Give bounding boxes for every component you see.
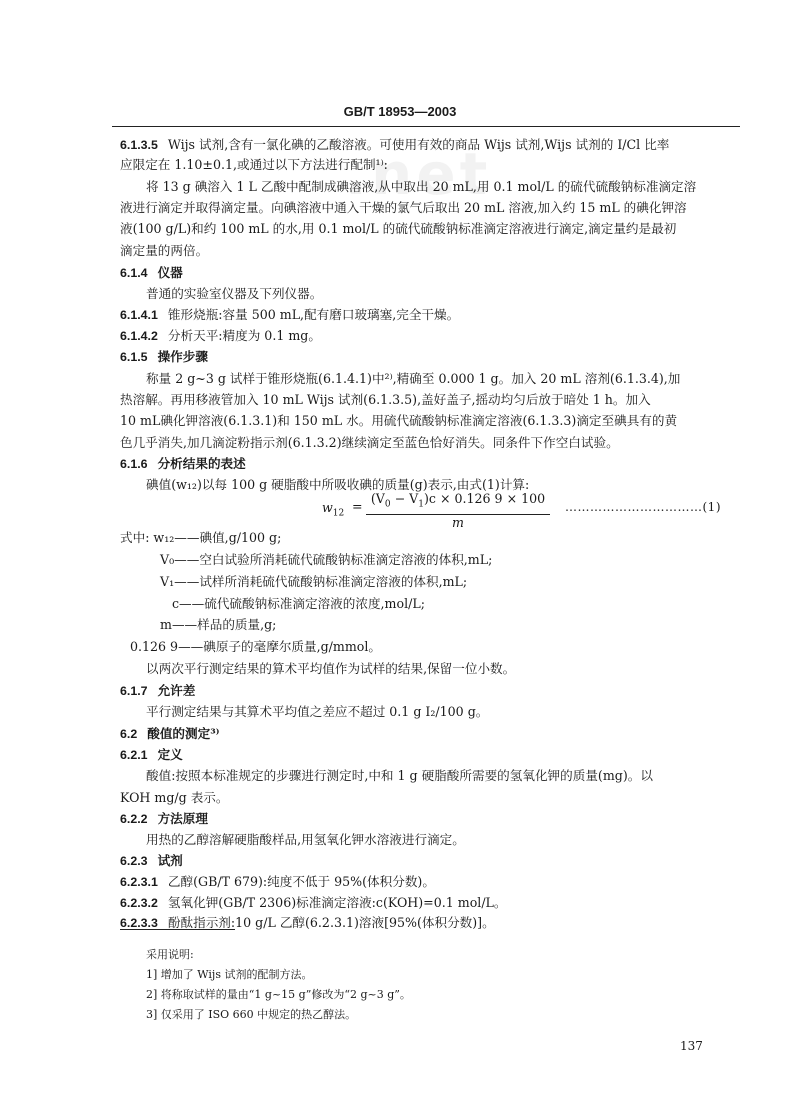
clause-6-1-4-1 [120,307,459,323]
clause-text: Wijs 试剂,含有一氯化碘的乙酸溶液。可使用有效的商品 Wijs 试剂,Wijs 试剂的 I/Cl 比率 [167,137,670,152]
section-number: 6.2.2 [120,812,148,826]
footnote-rule [120,929,235,930]
footnote-heading: 采用说明: [146,948,194,961]
text-line: 酸值:按照本标准规定的步骤进行测定时,中和 1 g 硬脂酸所需要的氢氧化钾的质量(mg)。以 [146,768,653,783]
text-line: 色几乎消失,加几滴淀粉指示剂(6.1.3.2)继续滴定至蓝色恰好消失。同条件下作空白试验。 [120,435,619,450]
section-number: 6.1.6 [120,457,148,471]
clause-number: 6.2.3.3 [120,916,158,930]
where-v1: V₁——试样所消耗硫代硫酸钠标准滴定溶液的体积,mL; [160,574,468,589]
clause-6-2-3-1 [120,874,435,890]
clause-6-2-3-2 [120,895,507,911]
section-title: 方法原理 [157,811,208,826]
text-line: 滴定量的两倍。 [120,243,209,258]
formula-numerator: $(V_0 - V_1)c \times 0.126$ 9 × 100 [370,491,546,510]
clause-text: 酚酞指示剂:10 g/L 乙醇(6.2.3.1)溶液[95%(体积分数)]。 [167,915,495,930]
clause-text: 锥形烧瓶:容量 500 mL,配有磨口玻璃塞,完全干燥。 [167,307,460,322]
section-number: 6.1.5 [120,350,148,364]
formula-lhs: $w_{12}$ [322,500,345,519]
clause-6-1-4-2 [120,328,321,344]
text-line: 液(100 g/L)和约 100 mL 的水,用 0.1 mol/L 的硫代硫酸钠标准滴定溶液进行滴定,滴定量约是最初 [120,221,677,236]
section-6-1-6 [120,456,246,472]
standard-header: GB/T 18953—2003 [343,104,457,119]
clause-number: 6.2.3.2 [120,896,158,910]
footnote-2: 2] 将称取试样的量由“1 g~15 g”修改为“2 g~3 g”。 [146,988,411,1001]
section-6-1-5 [120,349,208,365]
footnote-1: 1] 增加了 Wijs 试剂的配制方法。 [146,968,313,981]
formula-denominator: m [452,514,464,530]
section-6-2-3 [120,853,183,869]
clause-number: 6.1.3.5 [120,138,158,152]
section-title: 仪器 [157,265,183,280]
text-line: 称量 2 g~3 g 试样于锥形烧瓶(6.1.4.1)中²⁾,精确至 0.000 1 g。加入 20 mL 溶剂(6.1.3.4),加 [146,371,681,386]
text-line: 10 mL碘化钾溶液(6.1.3.1)和 150 mL 水。用硫代硫酸钠标准滴定溶液(6.1.3.3)滴定至碘具有的黄 [120,413,678,428]
watermark: .net [345,140,492,208]
footnote-3: 3] 仅采用了 ISO 660 中规定的热乙醇法。 [146,1008,357,1021]
where-molar-mass: 0.126 9——碘原子的毫摩尔质量,g/mmol。 [130,639,381,654]
text-line: 普通的实验室仪器及下列仪器。 [146,286,323,301]
text-line: 用热的乙醇溶解硬脂酸样品,用氢氧化钾水溶液进行滴定。 [146,832,465,847]
clause-text: 乙醇(GB/T 679):纯度不低于 95%(体积分数)。 [167,874,435,889]
section-number: 6.1.7 [120,684,148,698]
section-title: 试剂 [157,853,183,868]
clause-number: 6.1.4.2 [120,329,158,343]
where-w12: 式中: w₁₂——碘值,g/100 g; [120,530,282,545]
where-m: m——样品的质量,g; [160,617,277,632]
header-rule [112,126,740,127]
clause-text: 氢氧化钾(GB/T 2306)标准滴定溶液:c(KOH)=0.1 mol/L。 [167,895,507,910]
section-6-1-4 [120,265,183,281]
text-line: 热溶解。再用移液管加入 10 mL Wijs 试剂(6.1.3.5),盖好盖子,摇动均匀后放于暗处 1 h。加入 [120,392,651,407]
section-title: 定义 [157,747,183,762]
text-line: 平行测定结果与其算术平均值之差应不超过 0.1 g I₂/100 g。 [146,704,489,719]
section-title: 酸值的测定³⁾ [147,726,220,741]
clause-6-1-3-5 [120,137,669,153]
formula-fraction [366,491,550,530]
text-line: 将 13 g 碘溶入 1 L 乙酸中配制成碘溶液,从中取出 20 mL,用 0.1 mol/L 的硫代硫酸钠标准滴定溶 [146,179,697,194]
section-number: 6.2 [120,727,138,741]
clause-number: 6.1.4.1 [120,308,158,322]
section-6-2 [120,726,219,742]
section-number: 6.2.3 [120,854,148,868]
page-number: 137 [680,1039,703,1053]
section-number: 6.2.1 [120,748,148,762]
formula-equals: = [352,499,363,514]
section-title: 允许差 [157,683,196,698]
section-title: 操作步骤 [157,349,208,364]
where-c: c——硫代硫酸钠标准滴定溶液的浓度,mol/L; [172,596,425,611]
text-line: KOH mg/g 表示。 [120,790,229,805]
text-line: 以两次平行测定结果的算术平均值作为试样的结果,保留一位小数。 [146,661,516,676]
section-title: 分析结果的表述 [157,456,246,471]
formula-number: ……………………………(1) [565,500,721,514]
text-line: 应限定在 1.10±0.1,或通过以下方法进行配制¹⁾: [120,157,388,172]
clause-number: 6.2.3.1 [120,875,158,889]
section-6-2-1 [120,747,183,763]
text-line: 液进行滴定并取得滴定量。向碘溶液中通入干燥的氯气后取出 20 mL 溶液,加入约 15 mL 的碘化钾溶 [120,200,687,215]
section-6-2-2 [120,811,208,827]
section-number: 6.1.4 [120,266,148,280]
text-line: 碘值(w₁₂)以每 100 g 硬脂酸中所吸收碘的质量(g)表示,由式(1)计算: [146,477,530,492]
clause-text: 分析天平:精度为 0.1 mg。 [167,328,321,343]
where-v0: V₀——空白试验所消耗硫代硫酸钠标准滴定溶液的体积,mL; [160,552,493,567]
section-6-1-7 [120,683,195,699]
